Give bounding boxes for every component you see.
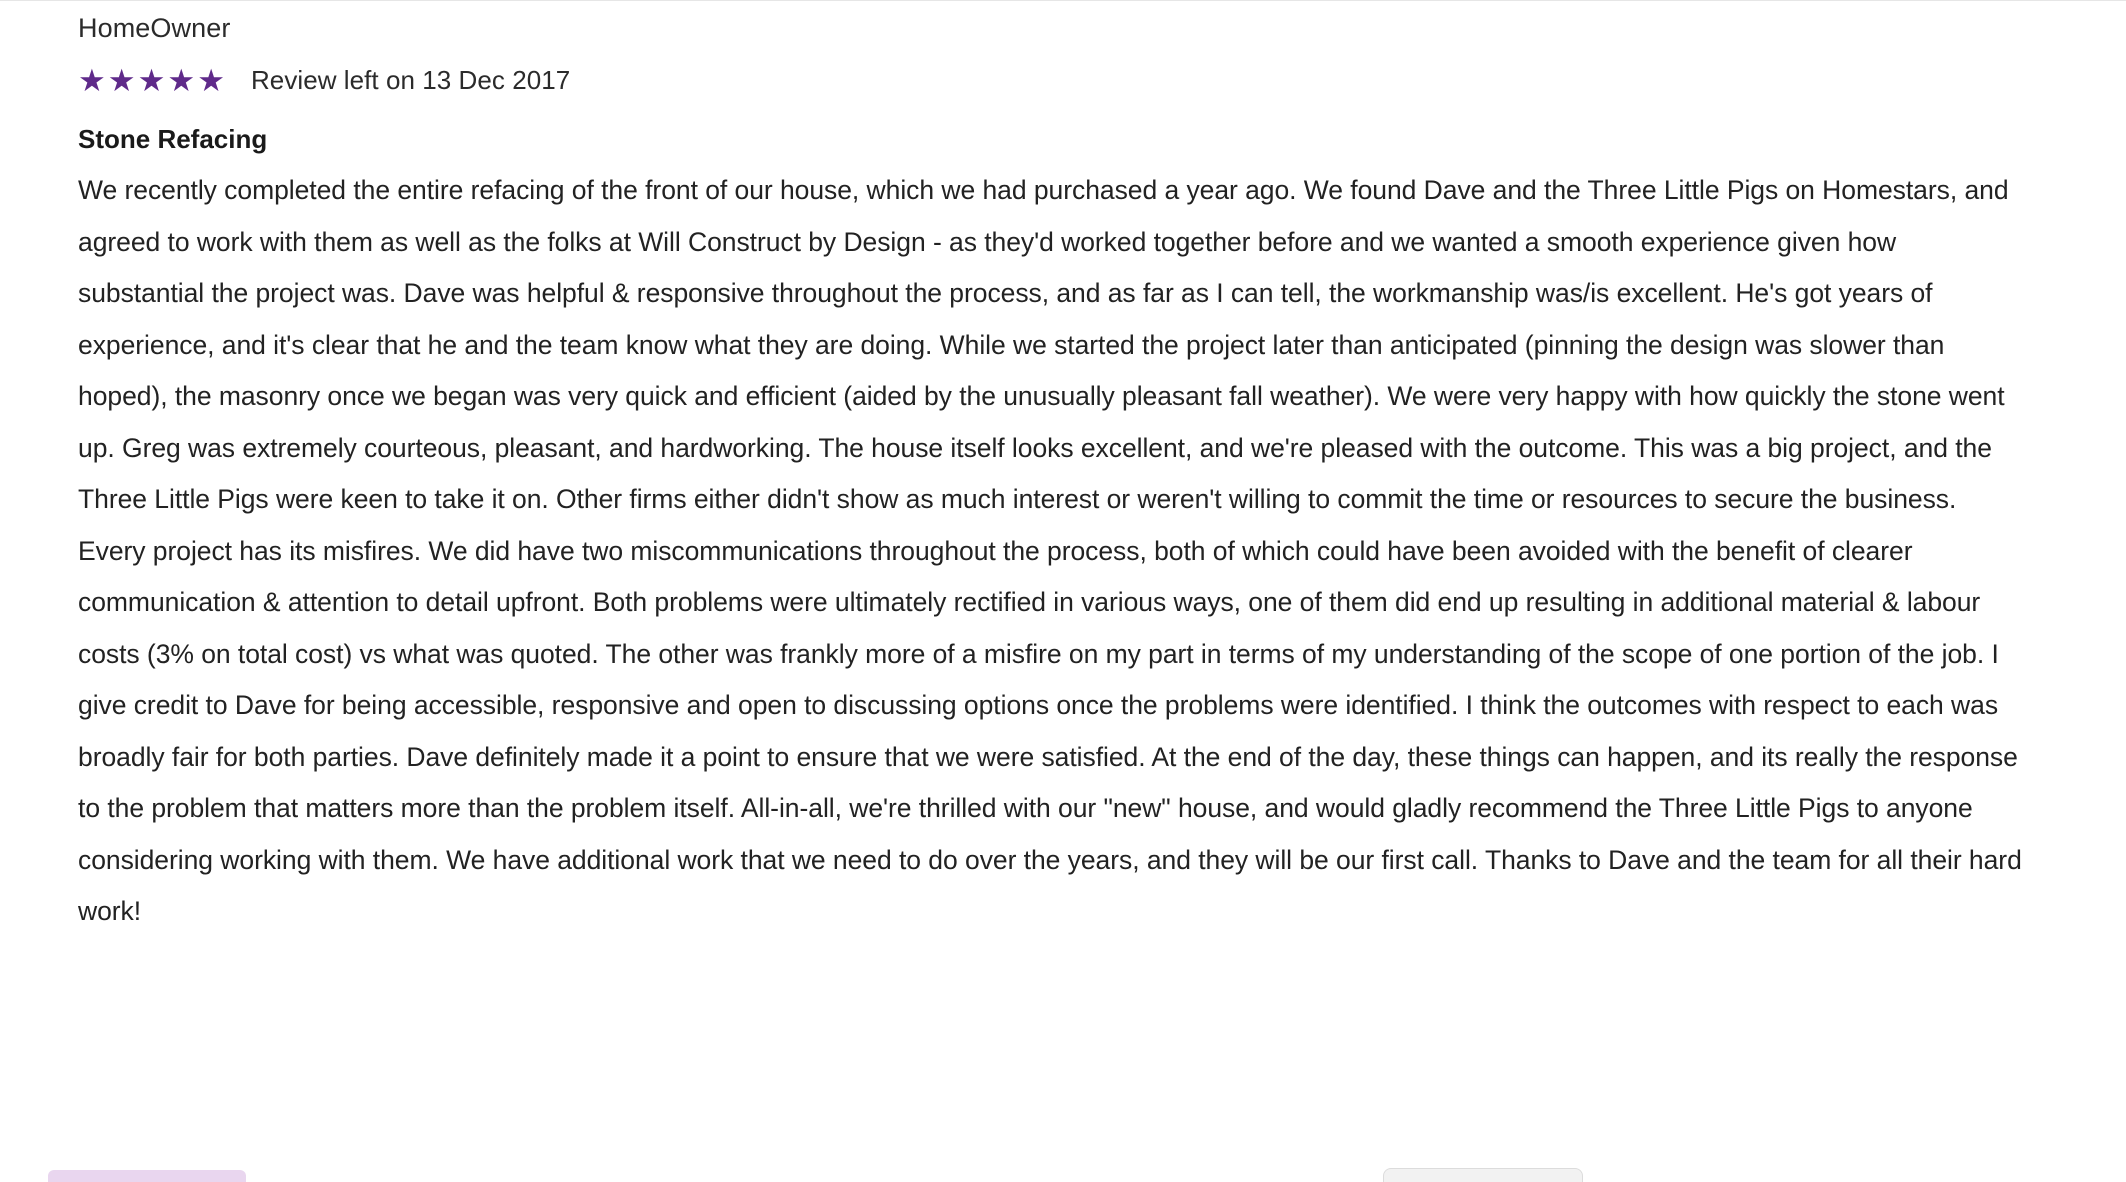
star-icon: ★ bbox=[197, 62, 225, 98]
star-icon: ★ bbox=[167, 62, 196, 98]
review-body: We recently completed the entire refacing of the front of our house, which we had purchased a year ago. We found Dave and the Three Little Pigs on Homestars, and agreed to work with them as well as the folks at Will Construct by Design - as they'd worked together before and we wanted a smooth experience given how substantial the project was. Dave was helpful & responsive throughout the process, and as far as I can tell, the workmanship was/is excellent. He's got years of experience, and it's clear that he and the team know what they are doing. While we started the project later than anticipated (pinning the design was slower than hoped), the masonry once we began was very quick and efficient (aided by the unusually pleasant fall weather). We were very happy with how quickly the stone went up. Greg was extremely courteous, pleasant, and hardworking. The house itself looks excellent, and we're pleased with the outcome. This was a big project, and the Three Little Pigs were keen to take it on. Other firms either didn't show as much interest or weren't willing to commit the time or resources to secure the business. Every project has its misfires. We did have two miscommunications throughout the process, both of which could have been avoided with the benefit of clearer communication & attention to detail upfront. Both problems were ultimately rectified in various ways, one of them did end up resulting in additional material & labour costs (3% on total cost) vs what was quoted. The other was frankly more of a misfire on my part in terms of my understanding of the scope of one portion of the job. I give credit to Dave for being accessible, responsive and open to discussing options once the problems were identified. I think the outcomes with respect to each was broadly fair for both parties. Dave definitely made it a point to ensure that we were satisfied. At the end of the day, these things can happen, and its really the response to the problem that matters more than the problem itself. All-in-all, we're thrilled with our "new" house, and would gladly recommend the Three Little Pigs to anyone considering working with them. We have additional work that we need to do over the years, and they will be our first call. Thanks to Dave and the team for all their hard work! bbox=[78, 175, 2022, 926]
star-icon: ★ bbox=[107, 62, 136, 98]
bottom-accent-tab[interactable] bbox=[48, 1170, 246, 1182]
bottom-button-peek[interactable] bbox=[1383, 1168, 1583, 1182]
reviewer-name: HomeOwner bbox=[78, 13, 231, 43]
star-rating bbox=[78, 62, 225, 98]
review-card bbox=[78, 8, 2038, 938]
review-title: Stone Refacing bbox=[78, 124, 268, 154]
review-date: Review left on 13 Dec 2017 bbox=[250, 65, 571, 95]
section-divider bbox=[0, 0, 2126, 1]
star-icon: ★ bbox=[137, 62, 166, 98]
star-icon: ★ bbox=[78, 62, 106, 98]
review-meta bbox=[78, 63, 2038, 97]
